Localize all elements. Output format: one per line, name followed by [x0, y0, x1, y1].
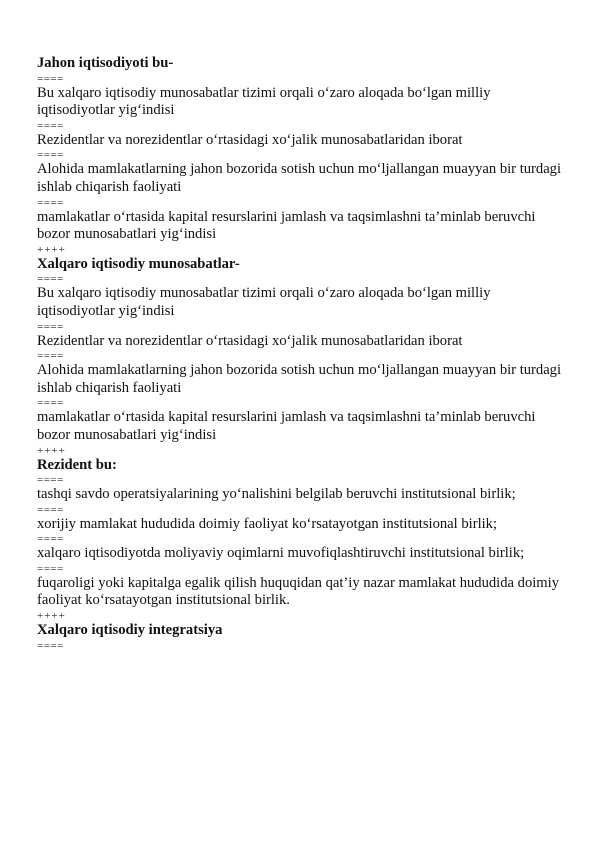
answer-option: xalqaro iqtisodiyotda moliyaviy oqimlarni muvofiqlashtiruvchi institutsional birlik;	[37, 545, 525, 562]
answer-separator: ====	[37, 119, 64, 132]
answer-option: mamlakatlar o‘rtasida kapital resurslarini jamlash va taqsimlashni ta’minlab beruvchi bozor munosabatlari yig‘indisi	[37, 409, 536, 443]
answer-option: tashqi savdo operatsiyalarining yo‘nalishini belgilab beruvchi institutsional birlik;	[37, 486, 516, 503]
question-separator: ++++	[37, 444, 66, 457]
document-page	[37, 55, 567, 652]
answer-option: Alohida mamlakatlarning jahon bozorida sotish uchun mo‘ljallangan muayyan bir turdagi ishlab chiqarish faoliyati	[37, 362, 562, 396]
question-title: Rezident bu:	[37, 456, 117, 473]
answer-option: mamlakatlar o‘rtasida kapital resurslarini jamlash va taqsimlashni ta’minlab beruvchi bozor munosabatlari yig‘indisi	[37, 208, 536, 243]
question-title: Xalqaro iqtisodiy integratsiya	[37, 622, 223, 639]
answer-separator: ====	[37, 320, 64, 333]
answer-separator: ====	[37, 149, 64, 162]
answer-separator: ====	[37, 562, 64, 575]
answer-option: Bu xalqaro iqtisodiy munosabatlar tizimi orqali o‘zaro aloqada bo‘lgan milliy iqtisodiyotlar yig‘indisi	[37, 285, 491, 319]
answer-separator: ====	[37, 639, 64, 652]
question-separator: ++++	[37, 610, 66, 623]
answer-option: fuqaroligi yoki kapitalga egalik qilish huquqidan qat’iy nazar mamlakat hududida doimiy faoliyat ko‘rsatayotgan institutsional birlik.	[37, 574, 560, 609]
question-title: Jahon iqtisodiyoti bu-	[37, 55, 174, 71]
answer-option: Rezidentlar va norezidentlar o‘rtasidagi xo‘jalik munosabatlaridan iborat	[37, 332, 463, 349]
answer-separator: ====	[37, 196, 64, 209]
question-title: Xalqaro iqtisodiy munosabatlar-	[37, 255, 240, 272]
answer-separator: ====	[37, 533, 64, 546]
answer-separator: ====	[37, 503, 64, 516]
answer-option: Bu xalqaro iqtisodiy munosabatlar tizimi orqali o‘zaro aloqada bo‘lgan milliy iqtisodiyotlar yig‘indisi	[37, 84, 491, 119]
answer-option: Alohida mamlakatlarning jahon bozorida sotish uchun mo‘ljallangan muayyan bir turdagi ishlab chiqarish faoliyati	[37, 161, 562, 195]
question-separator: ++++	[37, 243, 66, 256]
answer-separator: ====	[37, 397, 64, 410]
answer-separator: ====	[37, 273, 64, 286]
answer-option: xorijiy mamlakat hududida doimiy faoliyat ko‘rsatayotgan institutsional birlik;	[37, 515, 498, 532]
answer-separator: ====	[37, 474, 64, 487]
answer-separator: ====	[37, 72, 64, 85]
answer-option: Rezidentlar va norezidentlar o‘rtasidagi xo‘jalik munosabatlaridan iborat	[37, 131, 463, 148]
answer-separator: ====	[37, 350, 64, 363]
